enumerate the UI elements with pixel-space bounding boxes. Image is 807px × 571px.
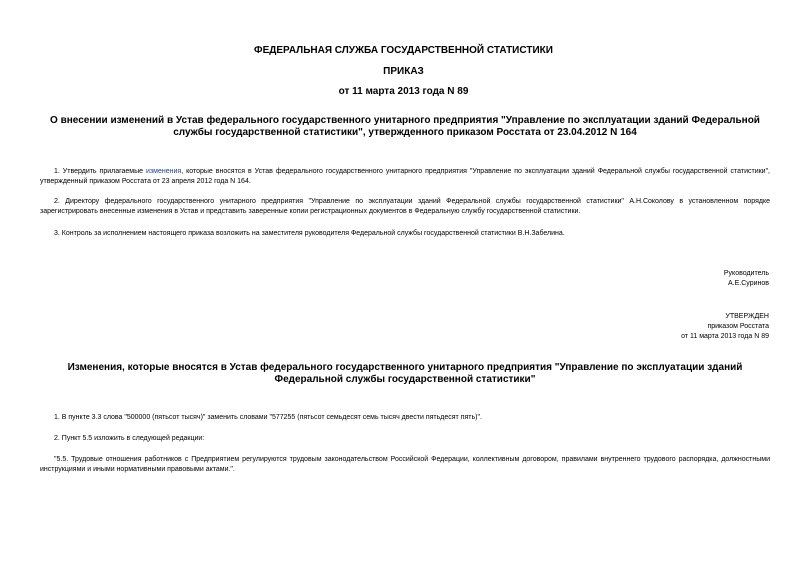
signature-title: Руководитель (723, 270, 769, 277)
change-paragraph-1 (40, 413, 770, 423)
changes-link[interactable]: изменения (146, 168, 182, 175)
order-paragraph-1 (40, 167, 770, 187)
changes-title: Изменения, которые вносятся в Устав федерального государственного унитарного предприятия "Управление по эксплуатации зданий Федеральной службы государственной статистики" (67, 362, 743, 385)
approval-line-3: от 11 марта 2013 года N 89 (681, 333, 769, 340)
p3-text: 3. Контроль за исполнением настоящего приказа возложить на заместителя руководителя Федеральной службы государственной статистики В.Н.Забелина. (54, 230, 565, 237)
c3-text: "5.5. Трудовые отношения работников с Предприятием регулируются трудовым законодательством Российской Федерации, коллективным договором, правилами внутреннего трудового распорядка, должностными инструкциями и иными нормативными правовыми актами.". (40, 456, 770, 473)
p1-suffix: , которые вносятся в Устав федерального государственного унитарного предприятия "Управление по эксплуатации зданий Федеральной службы государственной статистики", утвержденный приказом Росстата от 23 апреля 2012 года N 164. (40, 168, 771, 185)
c1-text: 1. В пункте 3.3 слова "500000 (пятьсот тысяч)" заменить словами "577255 (пятьсот семьдесят семь тысяч двести пятьдесят пять)". (54, 414, 482, 421)
p1-prefix: 1. Утвердить прилагаемые (54, 168, 147, 175)
p2-text: 2. Директору федерального государственного унитарного предприятия "Управление по эксплуатации зданий Федеральной службы государственной статистики" А.Н.Соколову в установленном порядке зарегистрировать внесенные изменения в Устав и представить заверенные копии регистрационных документов в Федеральную службу государственной статистики. (40, 198, 770, 215)
order-paragraph-2 (40, 197, 770, 217)
approval-block (469, 312, 769, 342)
signature-name: А.Е.Суринов (728, 280, 769, 287)
approval-line-2: приказом Росстата (707, 323, 769, 330)
doc-type-heading: ПРИКАЗ (383, 66, 424, 77)
c2-text: 2. Пункт 5.5 изложить в следующей редакции: (54, 435, 205, 442)
order-date-heading: от 11 марта 2013 года N 89 (338, 86, 469, 97)
order-subject-title: О внесении изменений в Устав федерального государственного унитарного предприятия "Управление по эксплуатации зданий Федеральной службы государственной статистики", утвержденного приказом Росстата от 23.04.2012 N 164 (50, 115, 760, 138)
approval-line-1: УТВЕРЖДЕН (725, 313, 769, 320)
change-paragraph-3 (40, 455, 770, 475)
signature-block (469, 269, 769, 289)
agency-heading: ФЕДЕРАЛЬНАЯ СЛУЖБА ГОСУДАРСТВЕННОЙ СТАТИСТИКИ (254, 45, 553, 56)
change-paragraph-2 (40, 434, 770, 444)
order-paragraph-3 (40, 229, 770, 239)
